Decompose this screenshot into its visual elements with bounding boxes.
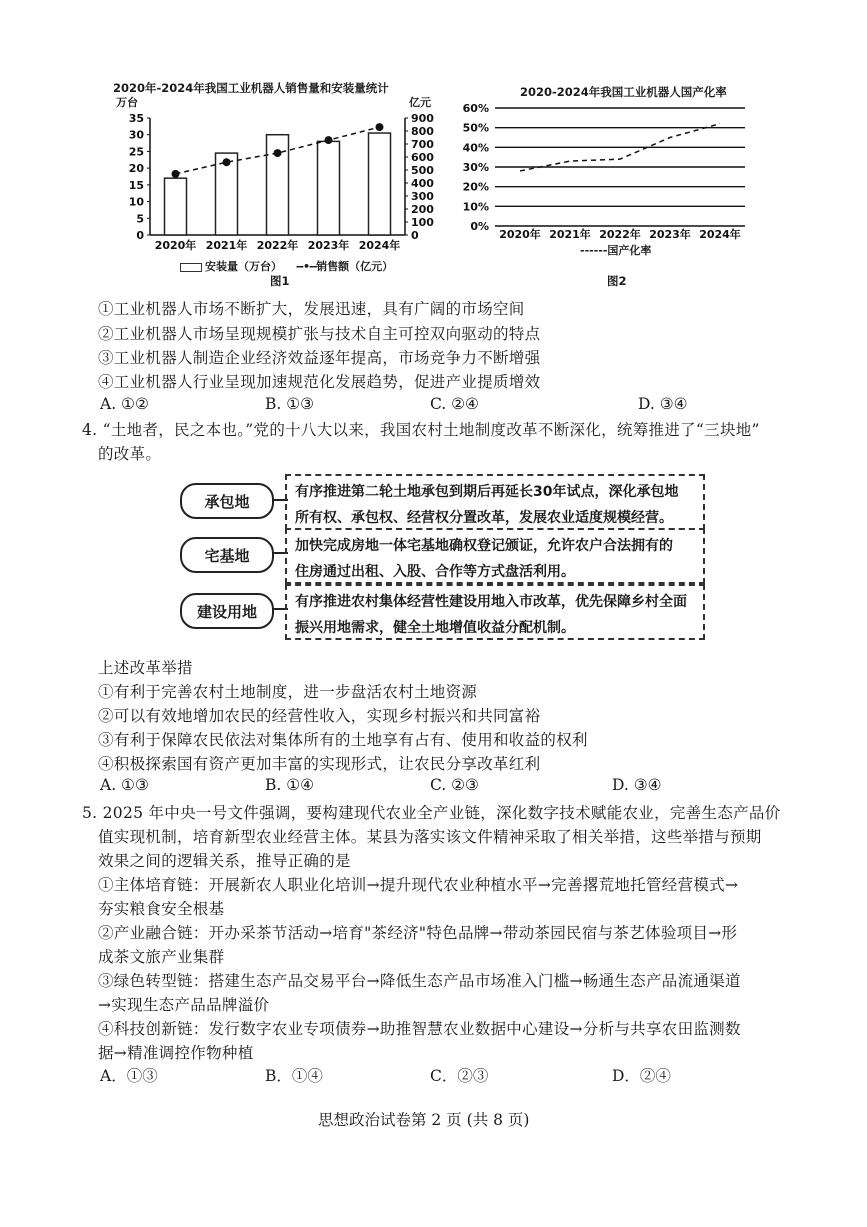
- q3-option-c: C. ②④: [430, 395, 479, 413]
- q5-item-3-line1: ③绿色转型链：搭建生态产品交易平台→降低生态产品市场准入门槛→畅通生态产品流通渠道: [98, 972, 741, 990]
- diagram-box-construction-land: [285, 584, 705, 640]
- line-swatch-icon: --•--: [295, 260, 317, 273]
- q4-stem-line2: 的改革。: [98, 445, 162, 463]
- right-tick-label: 0: [411, 229, 419, 242]
- q3-item-3: ③工业机器人制造企业经济效益逐年提高，市场竞争力不断增强: [98, 349, 541, 367]
- q4-stem-line1: 4. “土地者，民之本也。”党的十八大以来，我国农村土地制度改革不断深化，统筹推进了“三块地”: [82, 421, 760, 439]
- chart2-title: 2020-2024年我国工业机器人国产化率: [520, 85, 727, 99]
- y-tick-label: 40%: [462, 141, 489, 155]
- x-tick-label: 2023年: [649, 228, 691, 241]
- diagram-text-line: 振兴用地需求，健全土地增值收益分配机制。: [295, 620, 575, 636]
- left-tick-label: 10: [128, 195, 144, 209]
- legend-item-bars: 安装量（万台）: [205, 260, 282, 273]
- q5-item-1-line1: ①主体培育链：开展新农人职业化培训→提升现代农业种植水平→完善撂荒地托管经营模式→: [98, 876, 739, 894]
- y-tick-label: 50%: [462, 121, 489, 135]
- x-tick-label: 2022年: [599, 228, 641, 241]
- diagram-label-contract-land: 承包地: [180, 483, 274, 519]
- y-tick-label: 10%: [462, 200, 489, 214]
- x-tick-label: 2020年: [154, 239, 197, 252]
- x-tick-label: 2022年: [256, 239, 299, 252]
- q4-item-4: ④积极探索国有资产更加丰富的实现形式，让农民分享改革红利: [98, 755, 541, 773]
- q4-lead: 上述改革举措: [98, 659, 193, 677]
- x-tick-label: 2023年: [307, 239, 350, 252]
- q5-item-2-line1: ②产业融合链：开办采茶节活动→培育"茶经济"特色品牌→带动茶园民宿与茶艺体验项目→形: [98, 924, 738, 942]
- x-tick-label: 2020年: [499, 228, 541, 241]
- q5-item-4-line2: 据→精准调控作物种植: [98, 1044, 254, 1062]
- q4-item-2: ②可以有效地增加农民的经营性收入，实现乡村振兴和共同富裕: [98, 707, 541, 725]
- diagram-text-line: 加快完成房地一体宅基地确权登记颁证，允许农户合法拥有的: [295, 538, 673, 554]
- q5-stem-line2: 值实现机制，培育新型农业经营主体。某县为落实该文件精神采取了相关举措，这些举措与预期: [98, 828, 762, 846]
- chart2-legend: ------国产化率: [580, 244, 652, 257]
- right-tick-label: 800: [411, 125, 434, 138]
- chart1-title: 2020年-2024年我国工业机器人销售量和安装量统计: [113, 81, 389, 95]
- left-tick-label: 20: [128, 162, 144, 176]
- y-tick-label: 60%: [462, 102, 489, 115]
- right-tick-label: 900: [411, 112, 434, 125]
- diagram-text-line: 住房通过出租、入股、合作等方式盘活利用。: [295, 564, 575, 580]
- diagram-box-homestead: [285, 528, 705, 584]
- q3-option-d: D. ③④: [638, 395, 688, 413]
- q4-option-a: A. ①③: [100, 776, 149, 794]
- right-tick-label: 300: [411, 190, 434, 203]
- left-tick-label: 35: [128, 112, 144, 125]
- x-tick-label: 2021年: [205, 239, 248, 252]
- q5-item-4-line1: ④科技创新链：发行数字农业专项债券→助推智慧农业数据中心建设→分析与共享农田监测数: [98, 1020, 741, 1038]
- x-tick-label: 2024年: [358, 239, 401, 252]
- left-tick-label: 25: [128, 145, 144, 159]
- q5-option-d: D．②④: [612, 1067, 671, 1085]
- q5-option-a: A．①③: [100, 1067, 158, 1085]
- left-tick-label: 30: [128, 128, 144, 142]
- diagram-text-line: 有序推进农村集体经营性建设用地入市改革，优先保障乡村全面: [295, 594, 687, 610]
- q5-option-b: B．①④: [265, 1067, 323, 1085]
- chart1-left-unit: 万台: [116, 96, 138, 109]
- chart2-fig-label: 图2: [607, 274, 627, 288]
- y-tick-label: 0%: [470, 220, 489, 233]
- diagram-text-line: 有序推进第二轮土地承包到期后再延长30年试点，深化承包地: [295, 484, 679, 500]
- y-tick-label: 20%: [462, 180, 489, 194]
- x-tick-label: 2024年: [699, 228, 741, 241]
- q5-stem-line1: 5. 2025 年中央一号文件强调，要构建现代农业全产业链，深化数字技术赋能农业，完善生态产品价: [82, 804, 781, 822]
- q5-option-c: C．②③: [430, 1067, 489, 1085]
- diagram-label-homestead: 宅基地: [180, 537, 274, 573]
- right-tick-label: 400: [411, 177, 434, 190]
- y-tick-label: 30%: [462, 161, 489, 174]
- q4-option-b: B. ①④: [265, 776, 315, 794]
- right-tick-label: 100: [411, 216, 434, 229]
- q3-option-b: B. ①③: [265, 395, 315, 413]
- right-tick-label: 200: [411, 203, 434, 216]
- q4-item-1: ①有利于完善农村土地制度，进一步盘活农村土地资源: [98, 683, 478, 701]
- x-tick-label: 2021年: [549, 228, 591, 241]
- q3-item-2: ②工业机器人市场呈现规模扩张与技术自主可控双向驱动的特点: [98, 325, 541, 343]
- left-tick-label: 15: [128, 178, 144, 192]
- q3-item-4: ④工业机器人行业呈现加速规范化发展趋势，促进产业提质增效: [98, 373, 541, 391]
- legend-item-line: 销售额（亿元）: [316, 260, 394, 273]
- q5-item-1-line2: 夯实粮食安全根基: [98, 900, 225, 918]
- diagram-text-line: 所有权、承包权、经营权分置改革，发展农业适度规模经营。: [295, 510, 673, 526]
- right-tick-label: 500: [411, 164, 434, 177]
- q5-item-3-line2: →实现生态产品品牌溢价: [98, 996, 270, 1014]
- left-tick-label: 0: [136, 229, 144, 242]
- chart1-right-unit: 亿元: [409, 96, 431, 109]
- q4-item-3: ③有利于保障农民依法对集体所有的土地享有占有、使用和收益的权利: [98, 731, 588, 749]
- diagram-label-construction-land: 建设用地: [180, 593, 274, 629]
- diagram-box-contract-land: [285, 474, 705, 530]
- page-footer: 思想政治试卷第 2 页 (共 8 页): [318, 1111, 530, 1129]
- q3-item-1: ①工业机器人市场不断扩大，发展迅速，具有广阔的市场空间: [98, 300, 525, 318]
- q4-option-d: D. ③④: [612, 776, 662, 794]
- q3-option-a: A. ①②: [100, 395, 149, 413]
- q5-item-2-line2: 成茶文旅产业集群: [98, 948, 225, 966]
- q4-option-c: C. ②③: [430, 776, 479, 794]
- q5-stem-line3: 效果之间的逻辑关系，推导正确的是: [98, 852, 351, 870]
- chart1-fig-label: 图1: [270, 274, 290, 288]
- right-tick-label: 700: [411, 138, 434, 151]
- right-tick-label: 600: [411, 151, 434, 164]
- left-tick-label: 5: [136, 212, 144, 226]
